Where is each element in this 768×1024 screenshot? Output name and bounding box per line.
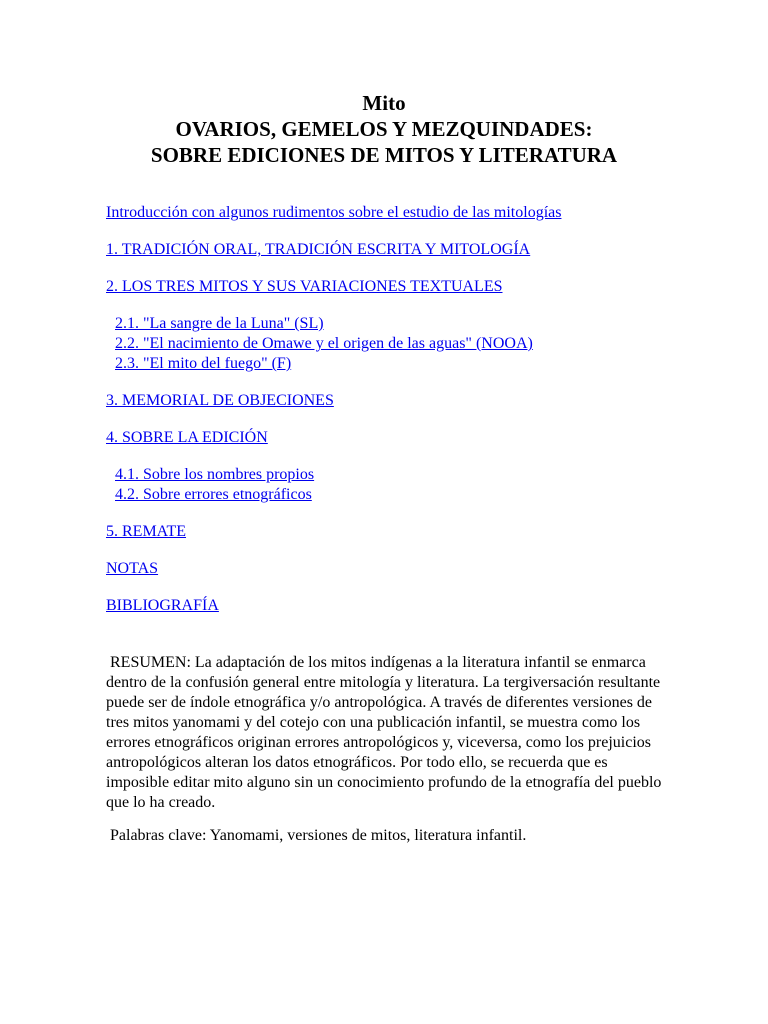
document-title — [0, 90, 768, 168]
abstract-text: RESUMEN: La adaptación de los mitos indígenas a la literatura infantil se enmarca dentro de la confusión general entre mitología y literatura. La tergiversación resultante puede ser de índole etnográfica y/o antropológica. A través de diferentes versiones de tres mitos yanomami y del cotejo con una publicación infantil, se muestra como los errores etnográficos originan errores antropológicos y, viceversa, como los prejuicios antropológicos alteran los datos etnográficos. Por todo ello, se recuerda que es imposible editar mito alguno sin un conocimiento profundo de la etnografía del pueblo que lo ha creado. — [106, 654, 666, 811]
toc-link-section-2-3[interactable]: 2.3. "El mito del fuego" (F) — [115, 355, 292, 372]
keywords-text: Palabras clave: Yanomami, versiones de mitos, literatura infantil. — [106, 827, 527, 844]
toc-link-bibliografia[interactable]: BIBLIOGRAFÍA — [106, 597, 219, 614]
keywords — [106, 826, 666, 846]
toc-link-notas[interactable]: NOTAS — [106, 560, 159, 577]
toc-link-section-1[interactable]: 1. TRADICIÓN ORAL, TRADICIÓN ESCRITA Y MITOLOGÍA — [106, 241, 531, 258]
table-of-contents — [106, 203, 706, 616]
toc-link-section-2[interactable]: 2. LOS TRES MITOS Y SUS VARIACIONES TEXTUALES — [106, 278, 503, 295]
toc-link-section-2-1[interactable]: 2.1. "La sangre de la Luna" (SL) — [115, 315, 324, 332]
toc-link-intro[interactable]: Introducción con algunos rudimentos sobre el estudio de las mitologías — [106, 204, 562, 221]
toc-link-section-4[interactable]: 4. SOBRE LA EDICIÓN — [106, 429, 268, 446]
toc-link-section-5[interactable]: 5. REMATE — [106, 523, 186, 540]
toc-link-section-2-2[interactable]: 2.2. "El nacimiento de Omawe y el origen de las aguas" (NOOA) — [115, 335, 533, 352]
toc-link-section-4-1[interactable]: 4.1. Sobre los nombres propios — [115, 466, 315, 483]
title-line-1: Mito — [362, 91, 406, 115]
title-line-2: OVARIOS, GEMELOS Y MEZQUINDADES: — [175, 117, 593, 141]
title-line-3: SOBRE EDICIONES DE MITOS Y LITERATURA — [150, 143, 618, 167]
toc-link-section-3[interactable]: 3. MEMORIAL DE OBJECIONES — [106, 392, 334, 409]
toc-link-section-4-2[interactable]: 4.2. Sobre errores etnográficos — [115, 486, 312, 503]
abstract — [106, 653, 666, 813]
